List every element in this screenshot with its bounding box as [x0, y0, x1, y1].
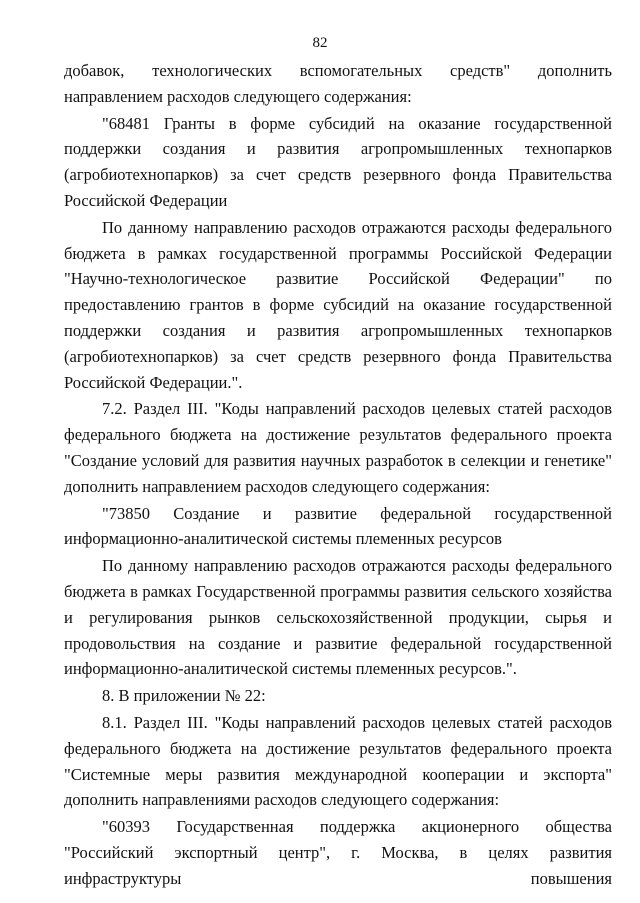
paragraph-description-68481: По данному направлению расходов отражаются расходы федерального бюджета в рамках государственной программы Российской Федерации "Научно-технологическое развитие Российской Федерации" по предоставлению грантов в форме субсидий на оказание государственной поддержки создания и развития агропромышленных технопарков (агробиотехнопарков) за счет средств резервного фонда Правительства Российской Федерации.".	[64, 217, 612, 392]
paragraph-description-73850: По данному направлению расходов отражаются расходы федерального бюджета в рамках Государственной программы развития сельского хозяйства и регулирования рынков сельскохозяйственной продукции, сырья и продовольствия на создание и развитие федеральной государственной информационно-аналитической системы племенных ресурсов.".	[64, 556, 612, 679]
paragraph-code-68481: "68481 Гранты в форме субсидий на оказание государственной поддержки создания и развития агропромышленных технопарков (агробиотехнопарков) за счет средств резервного фонда Правительства Российской Федерации	[64, 113, 612, 210]
paragraph-continuation: добавок, технологических вспомогательных средств" дополнить направлением расходов следующего содержания:	[64, 61, 612, 106]
document-body	[64, 58, 612, 888]
paragraph-code-73850: "73850 Создание и развитие федеральной государственной информационно-аналитической системы племенных ресурсов	[64, 503, 612, 549]
paragraph-section-8-1: 8.1. Раздел III. "Коды направлений расходов целевых статей расходов федерального бюджета на достижение результатов федерального проекта "Системные меры развития международной кооперации и экспорта" дополнить направлениями расходов следующего содержания:	[64, 712, 612, 810]
paragraph-section-7-2: 7.2. Раздел III. "Коды направлений расходов целевых статей расходов федерального бюджета на достижение результатов федерального проекта "Создание условий для развития научных разработок в селекции и генетике" дополнить направлением расходов следующего содержания:	[64, 399, 612, 496]
page-number: 82	[312, 35, 328, 51]
paragraph-section-8: 8. В приложении № 22:	[102, 686, 266, 706]
paragraph-code-60393: "60393 Государственная поддержка акционерного общества "Российский экспортный центр", г. Москва, в целях развития инфраструктуры повышения	[64, 817, 612, 888]
